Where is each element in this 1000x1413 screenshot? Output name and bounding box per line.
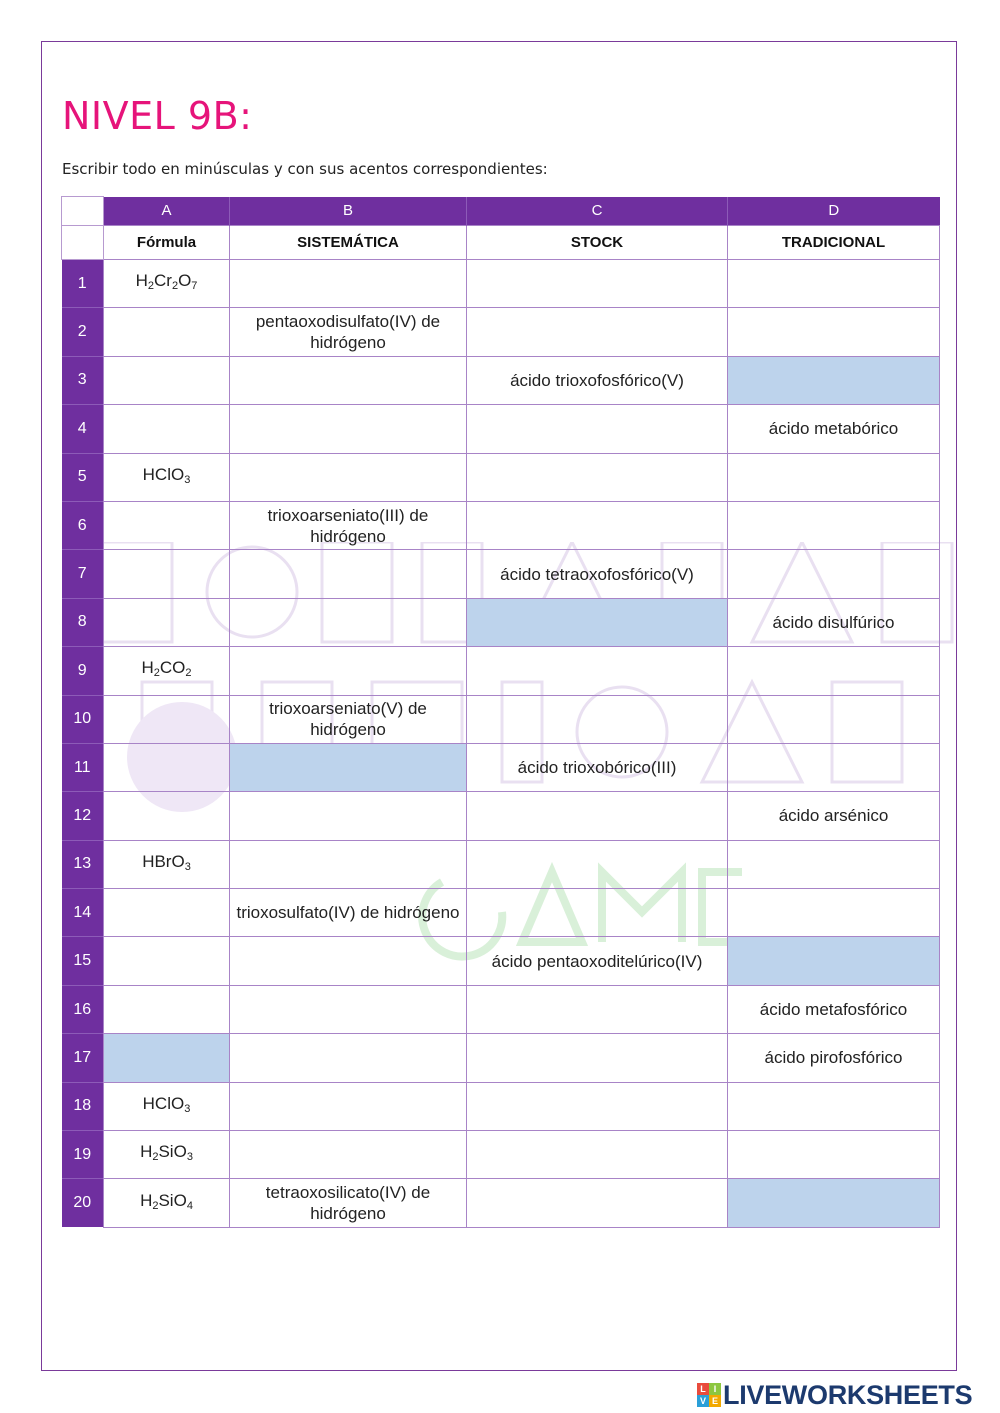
- cell-stock: [467, 792, 728, 840]
- given-formula: [140, 1142, 193, 1164]
- answer-input-stock[interactable]: [467, 1130, 731, 1179]
- answer-input-tradicional[interactable]: [728, 646, 943, 695]
- worksheet-page: [41, 41, 957, 1371]
- cell-sistematica: [230, 1082, 467, 1130]
- cell-formula: [104, 1131, 230, 1179]
- cell-stock: [467, 937, 728, 985]
- cell-sistematica: [230, 1131, 467, 1179]
- cell-sistematica: [230, 1179, 467, 1227]
- answer-input-formula[interactable]: [104, 598, 233, 647]
- logo-mark-letter: L: [697, 1383, 709, 1395]
- cell-stock: [467, 743, 728, 791]
- column-header-sistematica: SISTEMÁTICA: [230, 226, 467, 260]
- row-number: 18: [62, 1082, 104, 1130]
- formula-symbol: SiO: [158, 1142, 187, 1162]
- answer-input-tradicional[interactable]: [728, 695, 943, 744]
- table-body: [62, 260, 940, 1228]
- cell-sistematica: [230, 501, 467, 549]
- table-row: [62, 356, 940, 404]
- answer-input-sistematica[interactable]: [230, 259, 470, 308]
- given-name-text: ácido tetraoxofosfórico(V): [500, 564, 694, 584]
- row-number: 12: [62, 792, 104, 840]
- formula-subscript: 2: [152, 1199, 159, 1212]
- answer-input-tradicional[interactable]: [728, 1130, 943, 1179]
- answer-input-stock[interactable]: [467, 1033, 731, 1082]
- cell-formula: [104, 501, 230, 549]
- table-row: [62, 550, 940, 598]
- given-name-text: ácido disulfúrico: [772, 612, 895, 632]
- blank-cell: [230, 743, 467, 791]
- cell-tradicional: [728, 743, 940, 791]
- logo-mark-icon: [697, 1383, 721, 1407]
- answer-input-formula[interactable]: [104, 743, 233, 792]
- logo-mark-letter: E: [709, 1395, 721, 1407]
- blank-cell: [728, 1179, 940, 1227]
- cell-sistematica: [230, 453, 467, 501]
- answer-input-stock[interactable]: [467, 501, 731, 550]
- answer-input-stock[interactable]: [467, 985, 731, 1034]
- row-number: 11: [62, 743, 104, 791]
- cell-formula: [104, 260, 230, 308]
- answer-input-sistematica[interactable]: [230, 549, 470, 598]
- cell-sistematica: [230, 985, 467, 1033]
- logo-text: LIVEWORKSHEETS: [723, 1379, 973, 1410]
- formula-symbol: HClO: [142, 464, 185, 484]
- column-letter: C: [467, 197, 728, 226]
- table-row: [62, 743, 940, 791]
- answer-input-tradicional[interactable]: [728, 1082, 943, 1131]
- column-letter-row: [62, 197, 940, 226]
- cell-stock: [467, 405, 728, 453]
- table-row: [62, 501, 940, 549]
- column-letter: D: [728, 197, 940, 226]
- answer-input-formula[interactable]: [104, 404, 233, 453]
- cell-formula: [104, 937, 230, 985]
- row-number: 14: [62, 889, 104, 937]
- cell-stock: [467, 501, 728, 549]
- table-row: [62, 598, 940, 646]
- row-number: 13: [62, 840, 104, 888]
- answer-input-stock[interactable]: [467, 1082, 731, 1131]
- formula-symbol: HBrO: [142, 851, 185, 871]
- answer-input-formula[interactable]: [104, 888, 233, 937]
- given-name-text: ácido arsénico: [778, 806, 889, 826]
- given-name-text: trioxosulfato(IV) de hidrógeno: [236, 903, 460, 923]
- cell-stock: [467, 308, 728, 356]
- formula-symbol: H: [140, 1190, 153, 1210]
- given-name-text: trioxoarseniato(V) de hidrógeno: [269, 699, 427, 740]
- answer-input-tradicional[interactable]: [728, 743, 943, 792]
- logo-mark-letter: V: [697, 1395, 709, 1407]
- answer-input-formula[interactable]: [104, 501, 233, 550]
- cell-formula: [104, 985, 230, 1033]
- cell-tradicional: [728, 308, 940, 356]
- formula-subscript: 3: [184, 1102, 191, 1115]
- answer-input-stock[interactable]: [467, 307, 731, 356]
- answer-input-tradicional[interactable]: [728, 501, 943, 550]
- corner-cell: [62, 226, 104, 260]
- row-number: 10: [62, 695, 104, 743]
- formula-symbol: H: [140, 1142, 153, 1162]
- cell-stock: [467, 1082, 728, 1130]
- cell-formula: [104, 550, 230, 598]
- answer-input-sistematica[interactable]: [230, 840, 470, 889]
- given-formula: [143, 1094, 191, 1113]
- cell-formula: [104, 1179, 230, 1227]
- answer-input-sistematica[interactable]: [230, 1082, 470, 1131]
- given-name-text: pentaoxodisulfato(IV) de hidrógeno: [255, 312, 441, 353]
- corner-cell: [62, 197, 104, 226]
- table-row: [62, 1131, 940, 1179]
- blank-cell: [728, 356, 940, 404]
- answer-input-sistematica[interactable]: [230, 404, 470, 453]
- cell-formula: [104, 356, 230, 404]
- answer-input-tradicional[interactable]: [728, 888, 943, 937]
- logo-mark-letter: I: [709, 1383, 721, 1395]
- answer-input-sistematica[interactable]: [230, 598, 470, 647]
- given-formula: [143, 465, 191, 484]
- column-letter: A: [104, 197, 230, 226]
- answer-input-sistematica[interactable]: [230, 646, 470, 695]
- table-row: [62, 1082, 940, 1130]
- answer-input-formula[interactable]: [104, 307, 233, 356]
- row-number: 7: [62, 550, 104, 598]
- answer-input-sistematica[interactable]: [230, 791, 470, 840]
- cell-tradicional: [728, 550, 940, 598]
- answer-input-stock[interactable]: [467, 453, 731, 502]
- answer-input-stock[interactable]: [467, 1178, 731, 1227]
- answer-input-tradicional[interactable]: [728, 307, 943, 356]
- answer-input-formula[interactable]: [104, 936, 233, 985]
- answer-input-tradicional[interactable]: [728, 259, 943, 308]
- table-row: [62, 937, 940, 985]
- cell-tradicional: [728, 260, 940, 308]
- answer-input-stock[interactable]: [467, 840, 731, 889]
- formula-subscript: 3: [184, 473, 191, 486]
- cell-tradicional: [728, 501, 940, 549]
- table-row: [62, 1034, 940, 1082]
- cell-stock: [467, 889, 728, 937]
- cell-tradicional: [728, 985, 940, 1033]
- row-number: 4: [62, 405, 104, 453]
- answer-input-stock[interactable]: [467, 791, 731, 840]
- formula-subscript: 2: [185, 667, 192, 680]
- cell-stock: [467, 550, 728, 598]
- given-name-text: ácido pirofosfórico: [764, 1048, 903, 1068]
- formula-subscript: 3: [184, 860, 191, 873]
- answer-input-tradicional[interactable]: [728, 549, 943, 598]
- cell-sistematica: [230, 308, 467, 356]
- cell-stock: [467, 260, 728, 308]
- table-row: [62, 889, 940, 937]
- cell-tradicional: [728, 889, 940, 937]
- cell-stock: [467, 647, 728, 695]
- answer-input-formula[interactable]: [104, 791, 233, 840]
- answer-input-sistematica[interactable]: [230, 985, 470, 1034]
- cell-stock: [467, 1179, 728, 1227]
- table-row: [62, 840, 940, 888]
- given-formula: [141, 658, 192, 680]
- column-header-tradicional: TRADICIONAL: [728, 226, 940, 260]
- row-number: 2: [62, 308, 104, 356]
- cell-tradicional: [728, 792, 940, 840]
- cell-sistematica: [230, 937, 467, 985]
- answer-input-stock[interactable]: [467, 259, 731, 308]
- table-row: [62, 405, 940, 453]
- formula-subscript: 2: [152, 1151, 159, 1164]
- formula-symbol: CO: [159, 658, 186, 678]
- answer-input-sistematica[interactable]: [230, 1033, 470, 1082]
- answer-input-stock[interactable]: [467, 888, 731, 937]
- row-number: 19: [62, 1131, 104, 1179]
- row-number: 16: [62, 985, 104, 1033]
- answer-input-formula[interactable]: [104, 356, 233, 405]
- table-row: [62, 792, 940, 840]
- given-name-text: trioxoarseniato(III) de hidrógeno: [267, 505, 429, 546]
- column-header-stock: STOCK: [467, 226, 728, 260]
- cell-tradicional: [728, 1131, 940, 1179]
- cell-stock: [467, 985, 728, 1033]
- cell-sistematica: [230, 356, 467, 404]
- table-row: [62, 453, 940, 501]
- answer-input-stock[interactable]: [467, 404, 731, 453]
- cell-formula: [104, 308, 230, 356]
- cell-sistematica: [230, 792, 467, 840]
- formula-symbol: O: [178, 271, 192, 291]
- column-header-row: [62, 226, 940, 260]
- cell-sistematica: [230, 1034, 467, 1082]
- row-number: 15: [62, 937, 104, 985]
- answer-input-sistematica[interactable]: [230, 1130, 470, 1179]
- cell-formula: [104, 453, 230, 501]
- row-number: 20: [62, 1179, 104, 1227]
- given-name-text: tetraoxosilicato(IV) de hidrógeno: [265, 1183, 431, 1224]
- answer-input-sistematica[interactable]: [230, 453, 470, 502]
- cell-tradicional: [728, 405, 940, 453]
- page-title: NIVEL 9B:: [62, 94, 253, 138]
- formula-subscript: 2: [153, 667, 160, 680]
- cell-formula: [104, 405, 230, 453]
- given-formula: [135, 271, 198, 293]
- cell-sistematica: [230, 840, 467, 888]
- column-header-formula: Fórmula: [104, 226, 230, 260]
- answer-input-tradicional[interactable]: [728, 840, 943, 889]
- cell-tradicional: [728, 695, 940, 743]
- cell-formula: [104, 889, 230, 937]
- row-number: 6: [62, 501, 104, 549]
- given-name-text: ácido trioxofosfórico(V): [510, 370, 684, 390]
- cell-formula: [104, 695, 230, 743]
- formula-symbol: H: [135, 271, 148, 291]
- instructions-text: Escribir todo en minúsculas y con sus acentos correspondientes:: [62, 160, 548, 178]
- answer-input-sistematica[interactable]: [230, 356, 470, 405]
- formula-symbol: HClO: [142, 1093, 185, 1113]
- given-name-text: ácido metabórico: [768, 419, 899, 439]
- row-number: 17: [62, 1034, 104, 1082]
- formula-symbol: Cr: [153, 271, 172, 291]
- table-row: [62, 1179, 940, 1227]
- given-formula: [142, 852, 191, 871]
- cell-formula: [104, 792, 230, 840]
- cell-stock: [467, 695, 728, 743]
- formula-subscript: 3: [186, 1151, 193, 1164]
- cell-sistematica: [230, 889, 467, 937]
- table-row: [62, 985, 940, 1033]
- table-row: [62, 647, 940, 695]
- cell-tradicional: [728, 1082, 940, 1130]
- column-letter: B: [230, 197, 467, 226]
- row-number: 9: [62, 647, 104, 695]
- given-name-text: ácido trioxobórico(III): [517, 758, 677, 778]
- table-row: [62, 308, 940, 356]
- cell-tradicional: [728, 598, 940, 646]
- row-number: 5: [62, 453, 104, 501]
- row-number: 8: [62, 598, 104, 646]
- answer-input-formula[interactable]: [104, 985, 233, 1034]
- answer-input-tradicional[interactable]: [728, 453, 943, 502]
- answer-input-formula[interactable]: [104, 695, 233, 744]
- cell-tradicional: [728, 453, 940, 501]
- answer-input-formula[interactable]: [104, 549, 233, 598]
- row-number: 3: [62, 356, 104, 404]
- liveworksheets-logo: [697, 1381, 972, 1409]
- formula-symbol: SiO: [158, 1190, 187, 1210]
- given-formula: [140, 1191, 193, 1210]
- cell-stock: [467, 1034, 728, 1082]
- row-number: 1: [62, 260, 104, 308]
- cell-formula: [104, 1082, 230, 1130]
- cell-tradicional: [728, 1034, 940, 1082]
- cell-formula: [104, 743, 230, 791]
- cell-formula: [104, 598, 230, 646]
- given-name-text: ácido metafosfórico: [759, 1000, 908, 1020]
- answer-input-stock[interactable]: [467, 646, 731, 695]
- table-row: [62, 260, 940, 308]
- cell-formula: [104, 840, 230, 888]
- answer-input-sistematica[interactable]: [230, 936, 470, 985]
- cell-sistematica: [230, 550, 467, 598]
- cell-tradicional: [728, 647, 940, 695]
- cell-formula: [104, 647, 230, 695]
- blank-cell: [467, 598, 728, 646]
- table-row: [62, 695, 940, 743]
- cell-sistematica: [230, 695, 467, 743]
- formula-subscript: 2: [171, 280, 179, 293]
- cell-stock: [467, 1131, 728, 1179]
- answer-input-stock[interactable]: [467, 695, 731, 744]
- nomenclature-table: [61, 196, 940, 1228]
- formula-subscript: 4: [186, 1199, 193, 1212]
- cell-stock: [467, 840, 728, 888]
- cell-stock: [467, 453, 728, 501]
- blank-cell: [728, 937, 940, 985]
- cell-sistematica: [230, 598, 467, 646]
- cell-sistematica: [230, 260, 467, 308]
- cell-tradicional: [728, 840, 940, 888]
- cell-sistematica: [230, 405, 467, 453]
- formula-symbol: H: [141, 658, 154, 678]
- formula-subscript: 2: [147, 280, 154, 293]
- given-name-text: ácido pentaoxoditelúrico(IV): [491, 951, 703, 971]
- formula-subscript: 7: [191, 280, 198, 293]
- cell-stock: [467, 356, 728, 404]
- blank-cell: [104, 1034, 230, 1082]
- cell-sistematica: [230, 647, 467, 695]
